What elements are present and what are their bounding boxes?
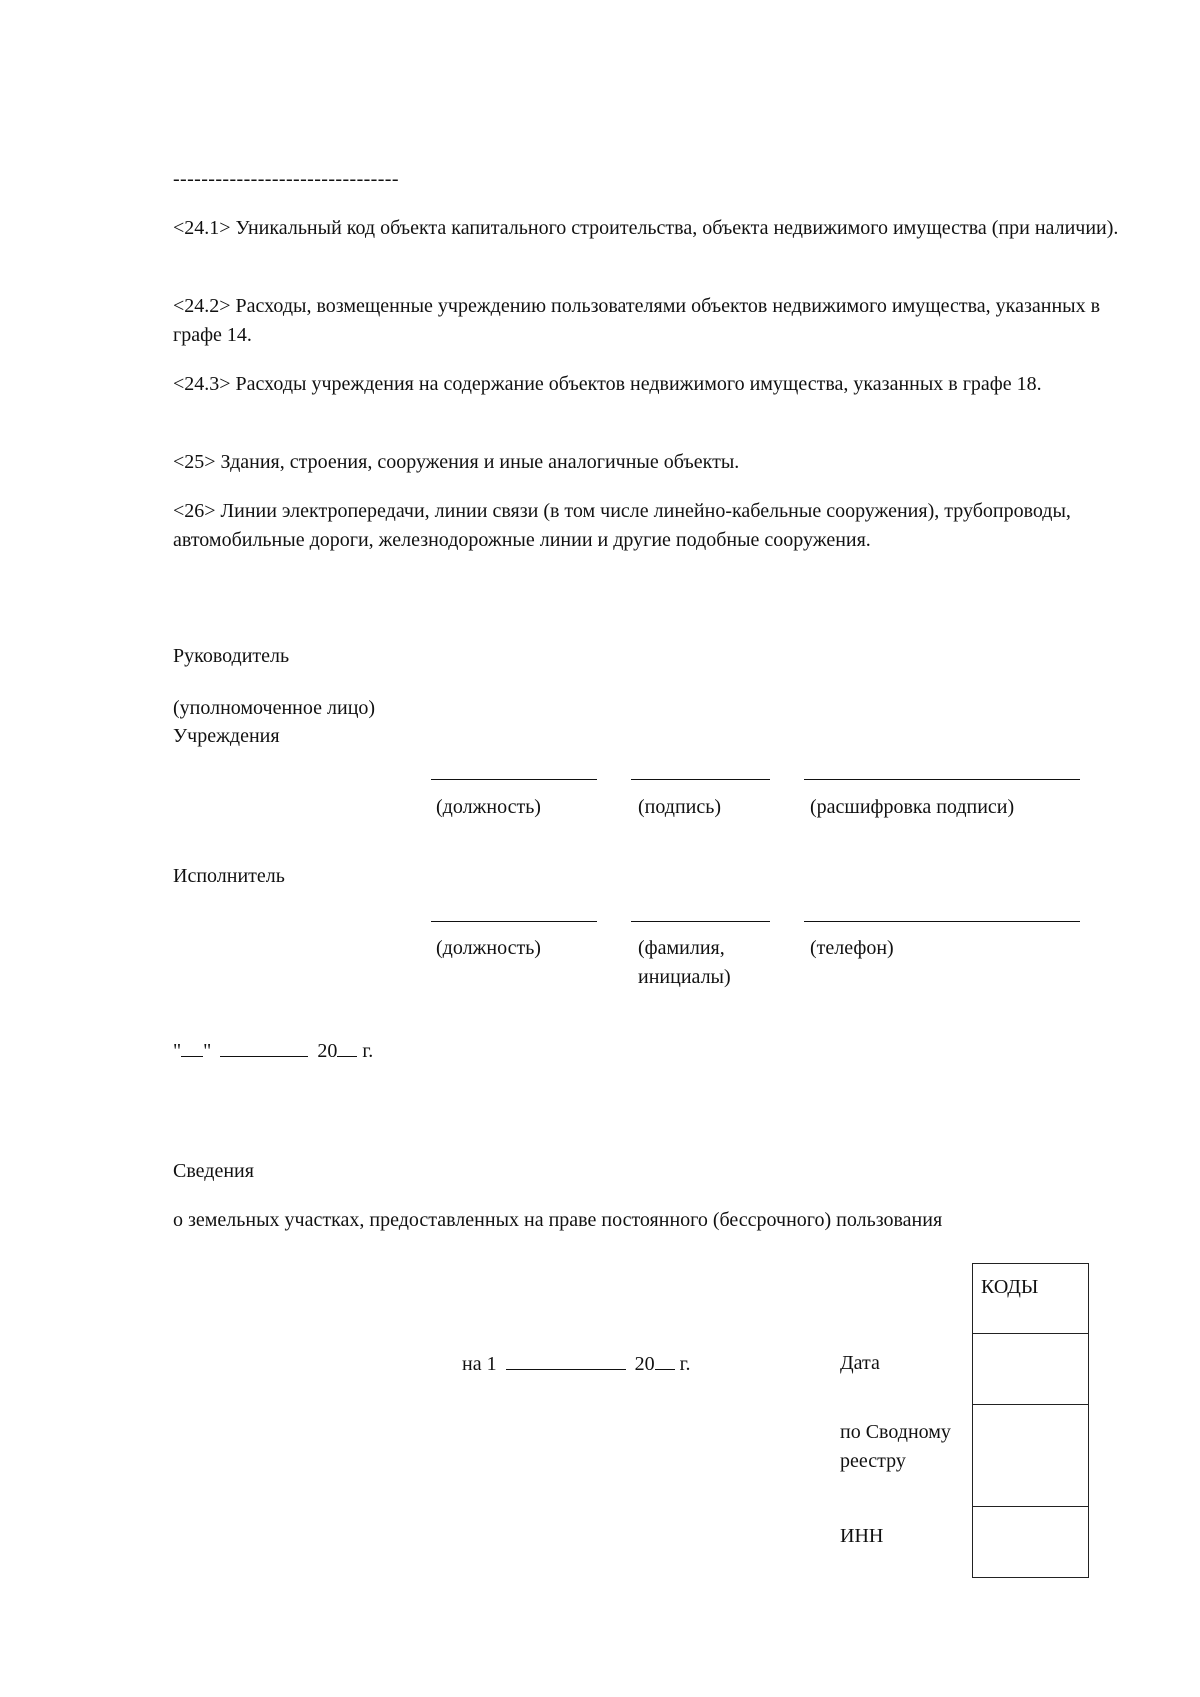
as-of-suffix: г. bbox=[679, 1353, 691, 1375]
head-signature-transcript-line bbox=[804, 779, 1080, 780]
date-close-quote: " bbox=[203, 1040, 212, 1062]
footnote-24-3: <24.3> Расходы учреждения на содержание объектов недвижимого имущества, указанных в графе 18. bbox=[173, 373, 1042, 395]
date-year-prefix: 20 bbox=[317, 1040, 338, 1062]
head-transcript-caption: (расшифровка подписи) bbox=[810, 796, 1015, 818]
footnote-24-2: <24.2> Расходы, возмещенные учреждению пользователями объектов недвижимого имущества, указанных в графе 14. bbox=[173, 295, 1101, 346]
head-authorized-person: (уполномоченное лицо) bbox=[173, 697, 376, 719]
registry-code-cell[interactable] bbox=[972, 1404, 1089, 1507]
as-of-prefix: на 1 bbox=[462, 1353, 497, 1375]
date-open-quote: " bbox=[173, 1040, 182, 1062]
section-subtitle: о земельных участках, предоставленных на праве постоянного (бессрочного) пользования bbox=[173, 1209, 943, 1231]
date-code-cell[interactable] bbox=[972, 1333, 1089, 1405]
as-of-year: 20 bbox=[634, 1353, 655, 1375]
footnote-separator: -------------------------------- bbox=[173, 168, 399, 190]
footnote-26: <26> Линии электропередачи, линии связи (в том числе линейно-кабельные сооружения), трубопроводы, автомобильные дороги, железнодорожные линии и другие подобные сооружения. bbox=[173, 500, 1071, 551]
executor-phone-line bbox=[804, 921, 1080, 922]
as-of-date bbox=[462, 1349, 691, 1379]
as-of-year-blank bbox=[655, 1349, 675, 1370]
date-label: Дата bbox=[840, 1352, 880, 1374]
registry-label: по Сводному реестру bbox=[840, 1421, 951, 1472]
head-position-caption: (должность) bbox=[436, 796, 541, 818]
executor-name-line bbox=[631, 921, 770, 922]
footnote-25: <25> Здания, строения, сооружения и иные аналогичные объекты. bbox=[173, 451, 740, 473]
executor-name-caption: (фамилия, инициалы) bbox=[638, 937, 731, 988]
date-line bbox=[173, 1036, 373, 1066]
month-blank bbox=[220, 1036, 308, 1057]
head-title: Руководитель bbox=[173, 645, 290, 667]
executor-phone-caption: (телефон) bbox=[810, 937, 894, 959]
date-suffix: г. bbox=[362, 1040, 374, 1062]
executor-label: Исполнитель bbox=[173, 865, 285, 887]
footnote-24-1: <24.1> Уникальный код объекта капитального строительства, объекта недвижимого имущества (при наличии). bbox=[173, 217, 1119, 239]
executor-position-line bbox=[431, 921, 597, 922]
head-signature-line bbox=[631, 779, 770, 780]
head-signature-caption: (подпись) bbox=[638, 796, 722, 818]
codes-header: КОДЫ bbox=[981, 1276, 1039, 1298]
inn-code-cell[interactable] bbox=[972, 1506, 1089, 1578]
year-blank bbox=[337, 1036, 357, 1057]
day-blank bbox=[181, 1036, 203, 1057]
head-institution: Учреждения bbox=[173, 725, 280, 747]
inn-label: ИНН bbox=[840, 1525, 884, 1547]
head-position-line bbox=[431, 779, 597, 780]
codes-header-cell bbox=[972, 1263, 1089, 1334]
as-of-month-blank bbox=[506, 1349, 626, 1370]
section-title: Сведения bbox=[173, 1160, 254, 1182]
executor-position-caption: (должность) bbox=[436, 937, 541, 959]
